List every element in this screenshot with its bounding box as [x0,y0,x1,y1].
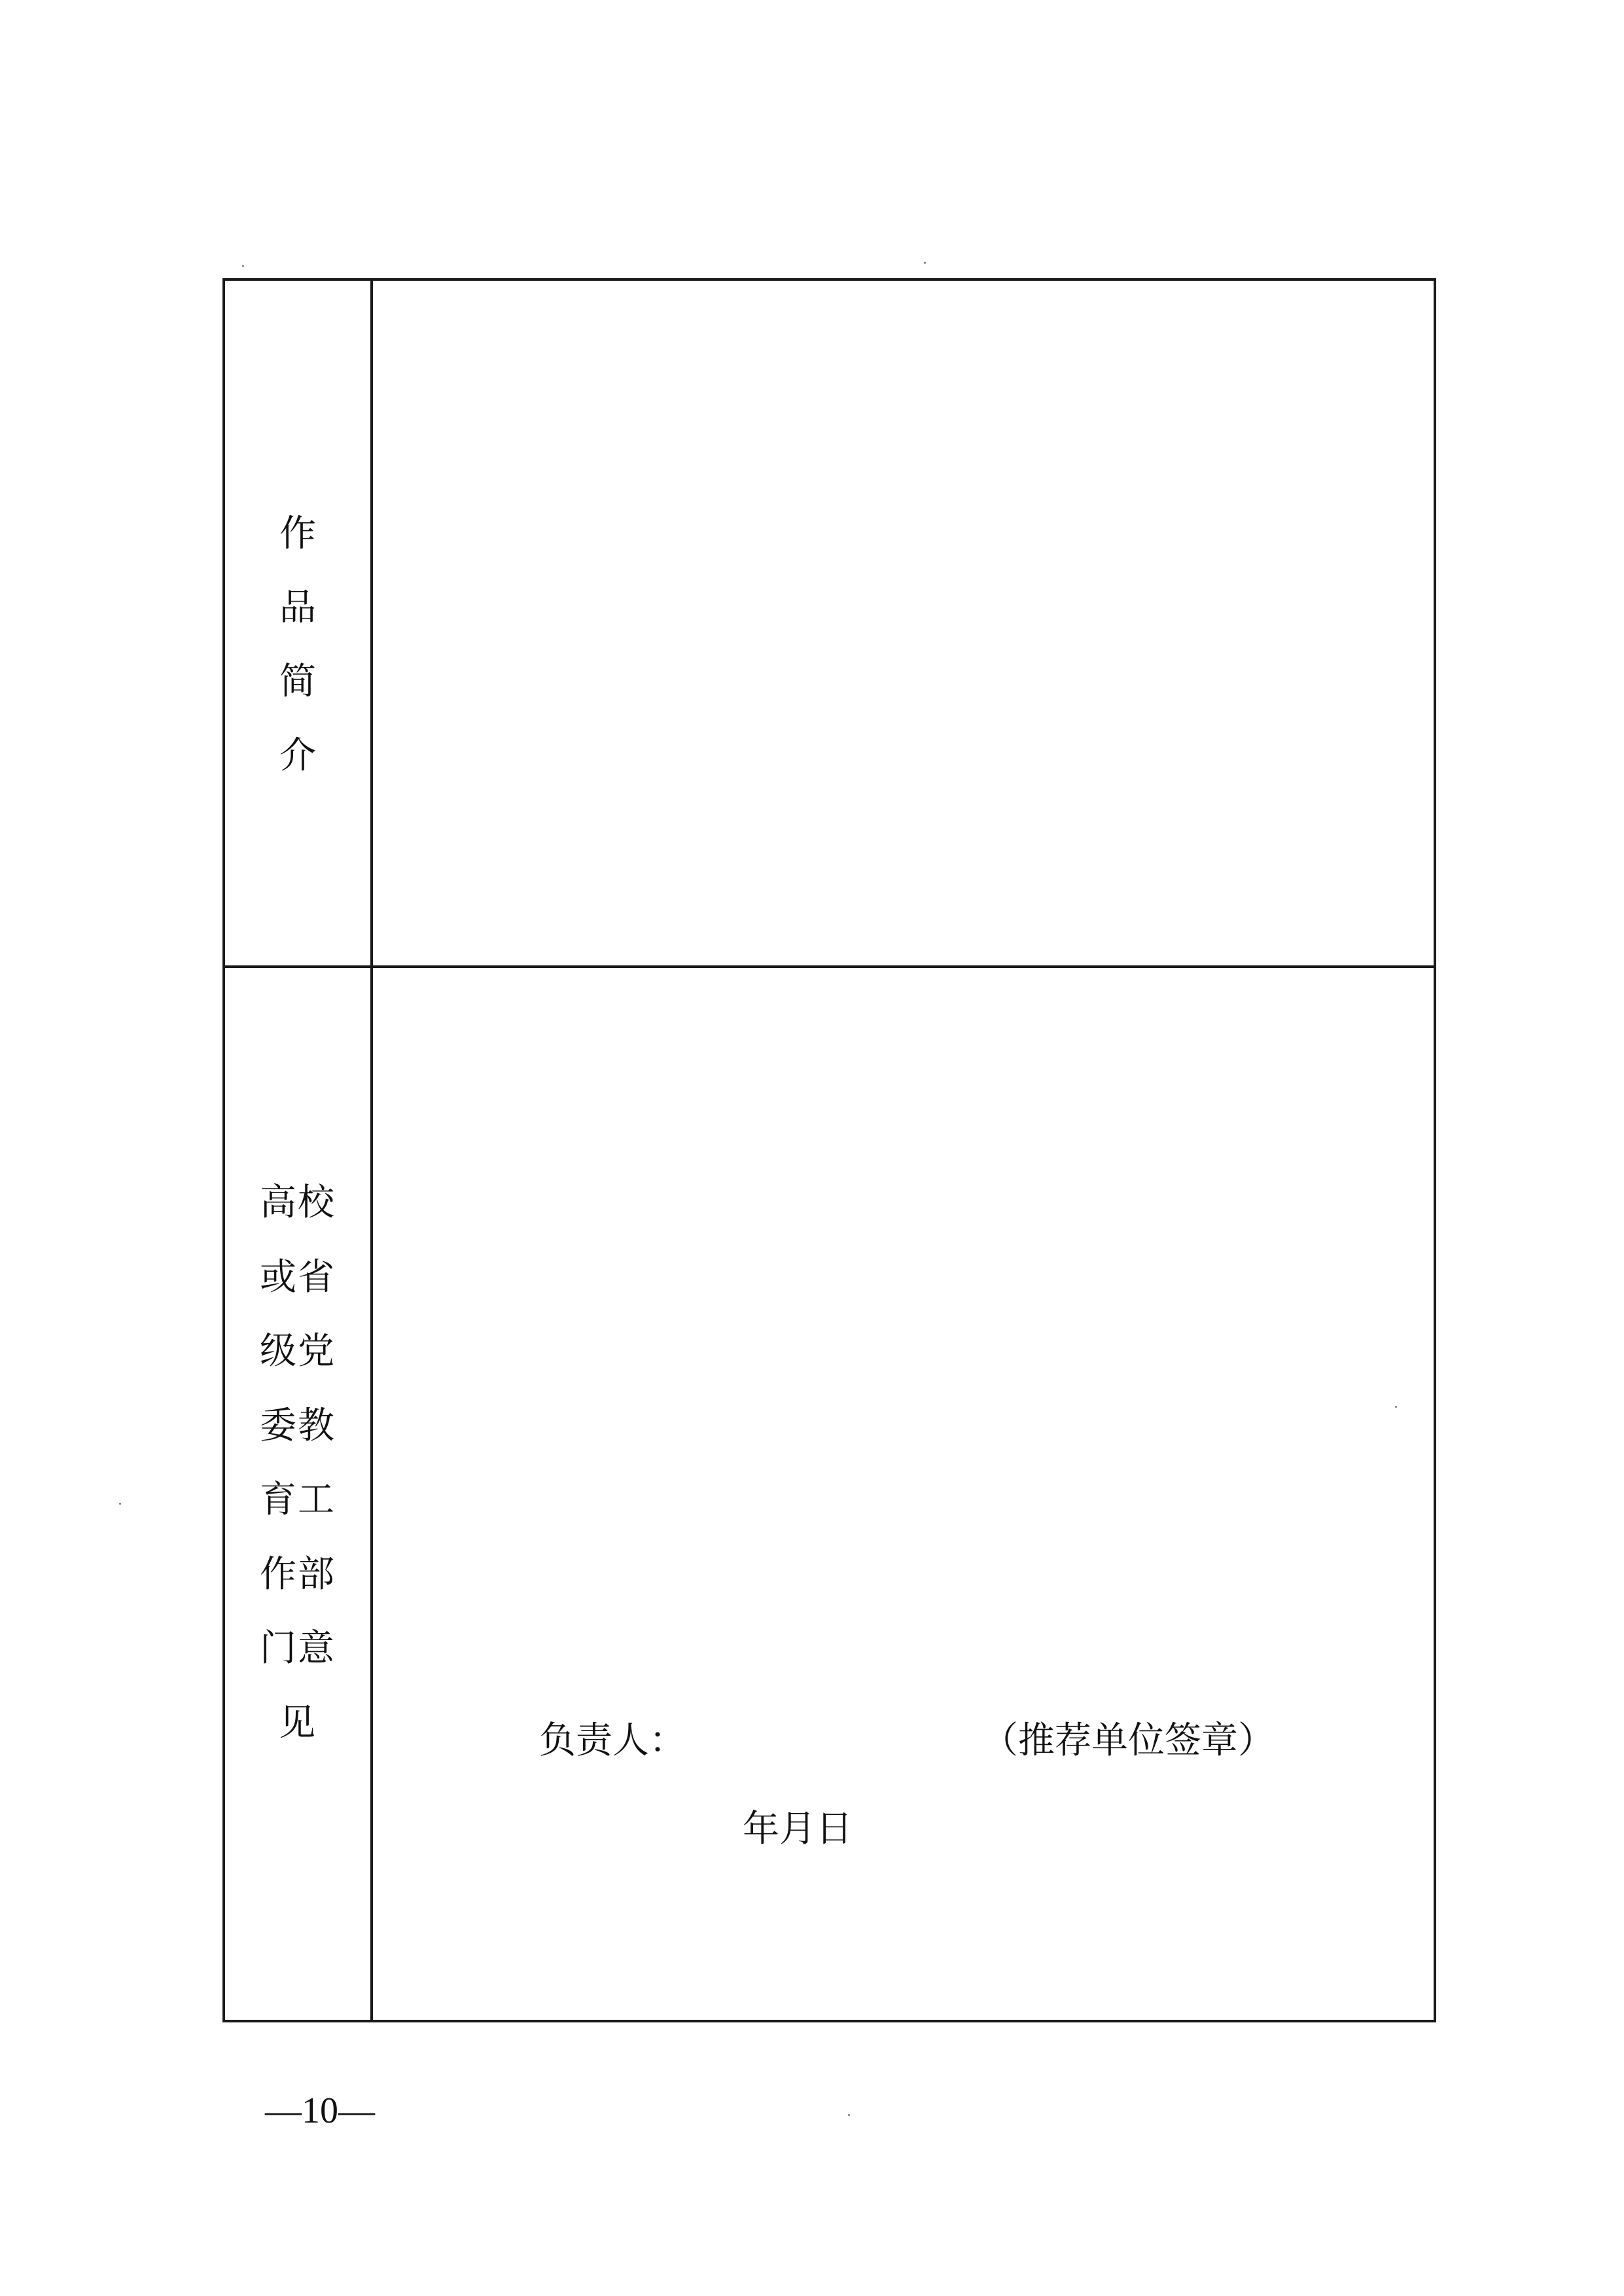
department-opinion-label-line: 见 [279,1701,317,1744]
signature-row [393,1715,1309,1767]
department-opinion-label-line: 作部 [260,1552,336,1596]
department-opinion-label-line: 门意 [260,1627,336,1670]
date-label: 年月日 [743,1808,853,1850]
scan-speck [1395,1406,1397,1408]
work-intro-label-char: 作 [279,512,316,555]
department-opinion-label-line: 委教 [260,1404,336,1447]
scan-speck [242,265,244,267]
work-intro-label [225,497,370,793]
responsible-person-label: 负责人： [539,1719,686,1762]
work-intro-field[interactable] [373,281,1436,965]
scan-speck [119,1503,121,1505]
page-number: —10— [265,2090,375,2131]
recommending-unit-stamp-label: （推荐单位签章） [981,1719,1275,1762]
scan-speck [924,262,926,264]
department-opinion-label [225,1166,370,1760]
work-intro-label-char: 品 [279,586,316,629]
department-opinion-label-line: 级党 [260,1330,336,1372]
scan-speck [848,2114,850,2116]
department-opinion-label-line: 高校 [260,1181,336,1224]
department-opinion-label-line: 或省 [260,1255,336,1299]
work-intro-label-char: 简 [279,660,316,703]
work-intro-label-char: 介 [279,734,316,777]
department-opinion-field[interactable] [373,968,1436,2022]
department-opinion-label-line: 育工 [260,1479,336,1521]
